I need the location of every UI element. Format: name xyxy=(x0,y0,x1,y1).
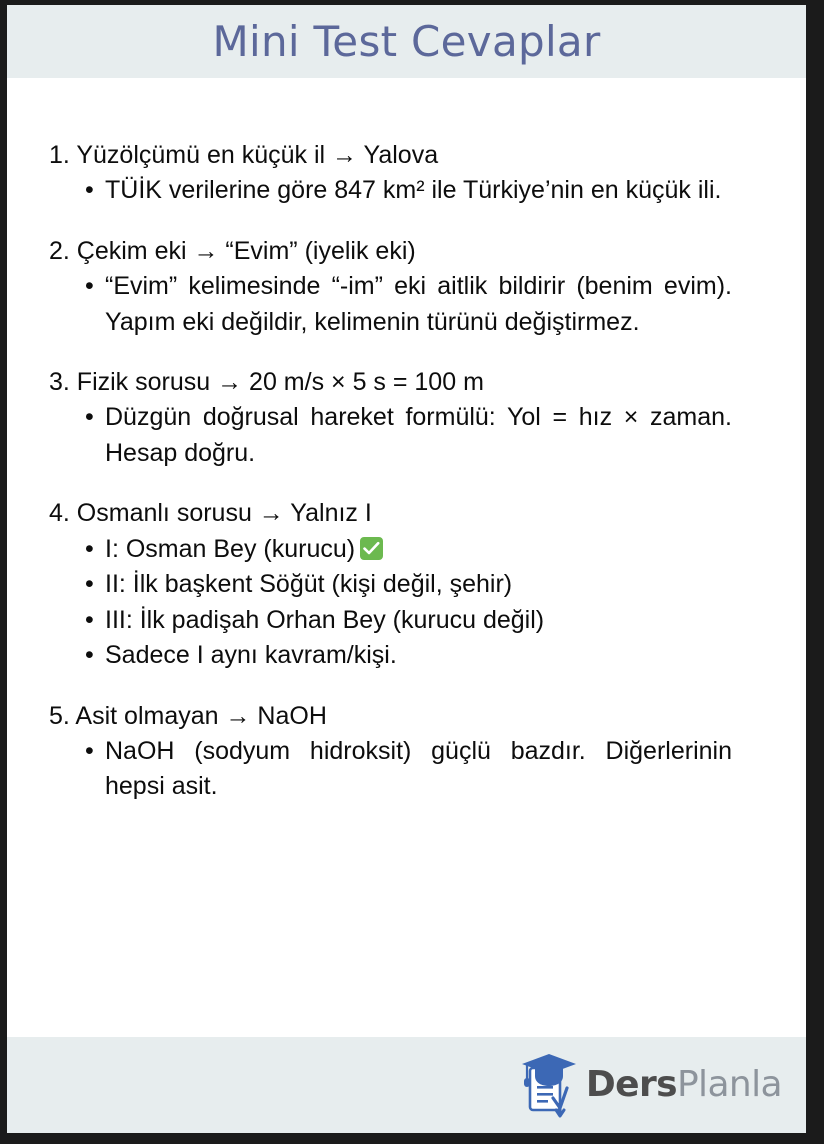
answer-heading: 2. Çekim eki → “Evim” (iyelik eki) xyxy=(49,236,416,265)
brand-wordmark xyxy=(585,1064,782,1105)
bullet-item xyxy=(49,567,732,603)
bullet-text: Sadece I aynı kavram/kişi. xyxy=(105,641,397,669)
answer-heading: 1. Yüzölçümü en küçük il → Yalova xyxy=(49,141,439,169)
graduation-cap-clipboard-check-icon xyxy=(518,1052,580,1118)
bullet-item xyxy=(49,173,732,209)
answer-block xyxy=(49,140,732,209)
document-page xyxy=(7,5,806,1133)
check-mark-icon xyxy=(360,537,383,560)
answer-heading: 5. Asit olmayan → NaOH xyxy=(49,701,327,730)
bullet-item xyxy=(49,532,732,568)
bullet-item xyxy=(49,734,732,805)
answer-block xyxy=(49,367,732,471)
bullet-text: “Evim” kelimesinde “-im” eki aitlik bildirir (benim evim). Yapım eki değildir, kelimenin türünü değiştirmez. xyxy=(105,272,732,336)
answer-block xyxy=(49,498,732,673)
bullet-text: II: İlk başkent Söğüt (kişi değil, şehir) xyxy=(105,570,513,598)
answer-block xyxy=(49,701,732,805)
page-header xyxy=(7,5,806,78)
bullet-item xyxy=(49,269,732,340)
answer-heading: 3. Fizik sorusu → 20 m/s × 5 s = 100 m xyxy=(49,368,484,396)
bullet-text: TÜİK verilerine göre 847 km² ile Türkiye’nin en küçük ili. xyxy=(105,176,722,205)
answer-bullets xyxy=(49,400,732,471)
bullet-item xyxy=(49,638,732,674)
bullet-item xyxy=(49,603,732,639)
answer-bullets xyxy=(49,734,732,805)
answers-list xyxy=(7,78,806,1037)
brand-word-planla: Planla xyxy=(676,1064,782,1105)
answer-heading: 4. Osmanlı sorusu → Yalnız I xyxy=(49,499,372,528)
page-footer xyxy=(7,1037,806,1133)
answer-bullets xyxy=(49,269,732,340)
answer-block xyxy=(49,236,732,340)
bullet-text: I: Osman Bey (kurucu) xyxy=(105,534,356,563)
bullet-item xyxy=(49,400,732,471)
answer-bullets xyxy=(49,532,732,674)
brand-logo xyxy=(518,1052,782,1118)
page-title: Mini Test Cevaplar xyxy=(212,16,601,66)
brand-word-ders: Ders xyxy=(585,1064,677,1105)
answer-bullets xyxy=(49,173,732,209)
bullet-text: III: İlk padişah Orhan Bey (kurucu değil) xyxy=(105,605,545,634)
bullet-text: NaOH (sodyum hidroksit) güçlü bazdır. Diğerlerinin hepsi asit. xyxy=(105,736,732,801)
bullet-text: Düzgün doğrusal hareket formülü: Yol = hız × zaman. Hesap doğru. xyxy=(105,403,732,467)
